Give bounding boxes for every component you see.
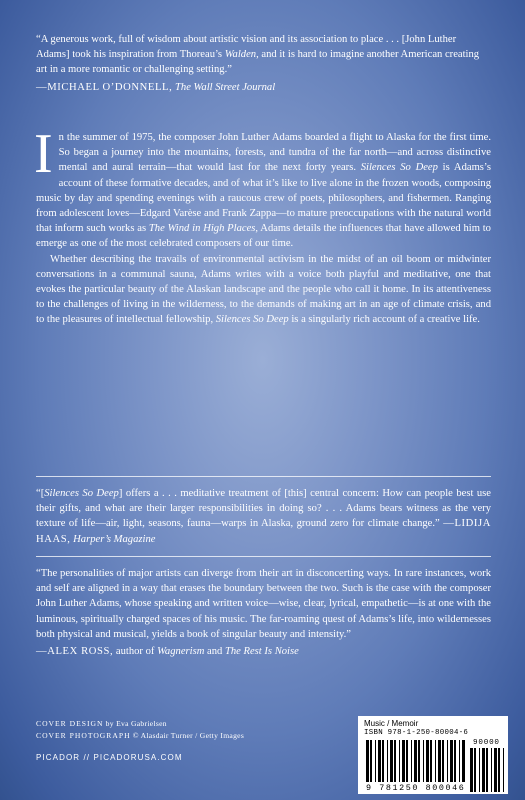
barcode-bar: [442, 740, 444, 782]
barcode-bar: [375, 740, 376, 782]
quote-text: ] offers a . . . meditative treatment of [this] central concern: How can people best use their gifts, and what are their larger responsibilities in doing so? . . . Adams bears witness as the very texture of life—air, light, seasons, fauna—warps in Alaska, ground zero for climate change.”: [36, 488, 491, 530]
barcode-bar: [411, 740, 412, 782]
barcode-bar: [399, 740, 400, 782]
barcode-bar: [454, 740, 456, 782]
publisher-imprint: PICADOR // PICADORUSA.COM: [36, 753, 183, 762]
description-text: n the summer of 1975, the composer John Luther Adams boarded a flight to Alaska for the first time. So began a journey into the mountains, forests, and tundra of the far north—and across distinctive mental and aural terrain—that would last for the next forty years.: [58, 132, 491, 174]
cover-design-credit: [36, 718, 244, 730]
barcode-bar: [470, 748, 473, 792]
book-title: Silences So Deep: [215, 314, 289, 326]
attribution-text: and: [204, 646, 225, 658]
quote-work-title: Walden: [224, 49, 257, 61]
quote-text: “[: [36, 488, 45, 499]
quote-source: The Wall Street Journal: [175, 81, 276, 93]
barcode-bar: [387, 740, 388, 782]
barcode-bar: [378, 740, 381, 782]
barcode-bar: [491, 748, 492, 792]
barcode-bar: [459, 740, 460, 782]
barcode-panel: [358, 716, 508, 794]
review-quote-wsj: [36, 32, 491, 95]
quote-text: “The personalities of major artists can diverge from their art in disconcerting ways. In rare instances, work and self are aligned in a way that erases the boundary between the two. Such is the case with the composer John Luther Adams, whose speaking and written voice—wise, clear, lyrical, empathetic—is at one with the luminous, spiritually charged spaces of his music. The far-roaming quest of Adams’s life, into wildernesses both physical and musical, yields a book of singular beauty and intensity.”: [36, 568, 491, 640]
barcode-bar: [402, 740, 405, 782]
quote-attribution: [36, 644, 491, 659]
credit-name: © Alasdair Turner / Getty Images: [130, 731, 245, 740]
description-paragraph-1: [34, 123, 491, 252]
quote-author: —LIDIJA HAAS,: [36, 518, 491, 545]
quote-text-continued: , and it is hard to imagine another American creating art in a more romantic or challenging setting.”: [36, 49, 480, 76]
barcode-bar: [430, 740, 432, 782]
work-title: The Wind in High Places: [148, 223, 256, 235]
quote-attribution: [36, 80, 491, 95]
divider-rule: [36, 476, 491, 477]
barcode-bar: [414, 740, 417, 782]
barcode-bar: [423, 740, 424, 782]
barcode-digits: 9 781250 800046: [366, 783, 466, 793]
drop-cap: I: [34, 123, 53, 185]
barcode-bar: [426, 740, 429, 782]
description-text: , Adams details the influences that have allowed him to emerge as one of the most celebrated composers of our time.: [36, 223, 491, 250]
barcode-bar: [438, 740, 441, 782]
price-addon-digits: 90000: [473, 739, 500, 747]
credit-label: COVER DESIGN: [36, 719, 104, 728]
barcode-bar: [503, 748, 504, 792]
barcode-bar: [479, 748, 480, 792]
barcode-bar: [486, 748, 488, 792]
review-quote-alex-ross: [36, 566, 491, 659]
review-quote-harpers: [36, 486, 491, 547]
barcode-bar: [447, 740, 448, 782]
barcode-bar: [382, 740, 384, 782]
book-title: Silences So Deep: [44, 488, 119, 499]
description-text: is Adams’s account of these formative decades, and of what it’s like to live alone in the frozen woods, composing music by day and spending evenings with a raucous crew of poets, philosophers, and fishermen. Ranging from adolescent loves—Edgard Varèse and Frank Zappa—to mature preoccupations with the natural world that inform such works as: [36, 162, 491, 235]
description-text: is a singularly rich account of a creative life.: [288, 314, 480, 326]
book-title: Silences So Deep: [360, 162, 438, 174]
barcode-bar: [450, 740, 453, 782]
barcode-bar: [418, 740, 420, 782]
barcode-bar: [366, 740, 369, 782]
description-paragraph-2: [36, 252, 491, 328]
isbn-text: ISBN 978-1-250-80004-6: [364, 729, 469, 737]
cover-credits: [36, 718, 244, 742]
divider-rule: [36, 556, 491, 557]
credit-name: by Eva Gabrielsen: [103, 719, 167, 728]
description-text: Whether describing the travails of environmental activism in the midst of an oil boom or midwinter conversations in a communal sauna, Adams writes with a voice both playful and meditative, one that evokes the particular beauty of the Alaskan landscape and the people who call it home. In its attentiveness to the challenges of living in the wilderness, to the demands of making art in an age of climate crisis, and to the pleasures of intellectual fellowship,: [36, 253, 491, 326]
barcode-bar: [406, 740, 408, 782]
credit-label: COVER PHOTOGRAPH: [36, 731, 131, 740]
barcode-bar: [474, 748, 476, 792]
quote-author: —MICHAEL O’DONNELL,: [36, 81, 173, 93]
barcode-bar: [498, 748, 500, 792]
quote-text: “A generous work, full of wisdom about artistic vision and its association to place . . . [John Luther Adams] took his inspiration from Thoreau’s: [36, 34, 457, 61]
quote-source: Harper’s Magazine: [73, 533, 156, 545]
barcode-bar: [462, 740, 465, 782]
cover-photo-credit: [36, 730, 244, 742]
barcode-bar: [394, 740, 396, 782]
attribution-text: author of: [113, 646, 158, 658]
barcode-bar: [370, 740, 372, 782]
barcode-bar: [494, 748, 497, 792]
barcode-bar: [390, 740, 393, 782]
work-title: Wagnerism: [157, 646, 205, 658]
barcode-bar: [482, 748, 485, 792]
work-title: The Rest Is Noise: [224, 646, 299, 658]
genre-label: Music / Memoir: [364, 719, 419, 728]
quote-author: —ALEX ROSS,: [36, 646, 114, 658]
barcode-bar: [435, 740, 436, 782]
book-description: [34, 123, 491, 328]
